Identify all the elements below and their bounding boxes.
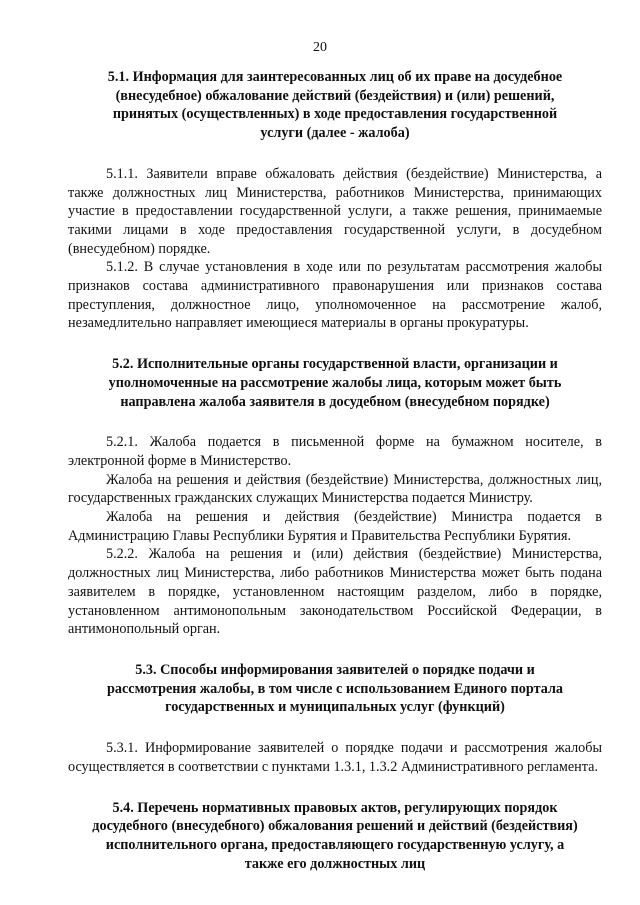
section-5-1	[68, 68, 602, 333]
paragraph: 5.3.1. Информирование заявителей о порядке подачи и рассмотрения жалобы осуществляется в соответствии с пунктами 1.3.1, 1.3.2 Административного регламента.	[68, 740, 602, 775]
section-5-3	[68, 661, 602, 777]
section-heading: 5.2. Исполнительные органы государственной власти, организации и уполномоченные на рассмотрение жалобы лица, которым может быть направлена жалоба заявителя в досудебном (внесудебном порядке)	[108, 356, 562, 410]
section-5-2	[68, 355, 602, 639]
paragraph: Жалоба на решения и действия (бездействие) Министерства, должностных лиц, государственных гражданских служащих Министерства подается Министру.	[68, 471, 602, 507]
paragraph: 5.1.1. Заявители вправе обжаловать действия (бездействие) Министерства, а также должностных лиц Министерства, работников Министерства, принимающих участие в предоставлении государственной услуги, а также решения, принимаемые такими лицами в ходе предоставления государственной услуги, в досудебном (внесудебном) порядке.	[68, 165, 602, 257]
page-number: 20	[313, 40, 327, 55]
section-heading: 5.4. Перечень нормативных правовых актов, регулирующих порядок досудебного (внесудебного) обжалования решений и действий (бездействия) исполнительного органа, предоставляющего государственную услугу, а также его должностных лиц	[92, 799, 578, 872]
section-5-4	[68, 799, 602, 874]
section-heading: 5.1. Информация для заинтересованных лиц об их праве на досудебное (внесудебное) обжалование действий (бездействия) и (или) решений, принятых (осуществленных) в ходе предоставления государственной услуги (далее - жалоба)	[107, 69, 563, 142]
paragraph: Жалоба на решения и действия (бездействие) Министра подается в Администрацию Главы Республики Бурятия и Правительства Республики Бурятия.	[68, 509, 602, 544]
paragraph: 5.2.1. Жалоба подается в письменной форме на бумажном носителе, в электронной форме в Министерство.	[68, 434, 602, 469]
document-body	[68, 68, 602, 895]
paragraph: 5.2.2. Жалоба на решения и (или) действия (бездействие) Министерства, должностных лиц Министерства, либо работников Министерства может быть подана заявителем в порядке, установленном настоящим разделом, либо в порядке, установленном антимонопольным законодательством Российской Федерации, в антимонопольный орган.	[68, 546, 602, 638]
section-heading: 5.3. Способы информирования заявителей о порядке подачи и рассмотрения жалобы, в том числе с использованием Единого портала государственных и муниципальных услуг (функций)	[106, 661, 563, 716]
paragraph: 5.1.2. В случае установления в ходе или по результатам рассмотрения жалобы признаков состава административного правонарушения или признаков состава преступления, должностное лицо, уполномоченное на рассмотрение жалоб, незамедлительно направляет имеющиеся материалы в органы прокуратуры.	[68, 259, 602, 332]
